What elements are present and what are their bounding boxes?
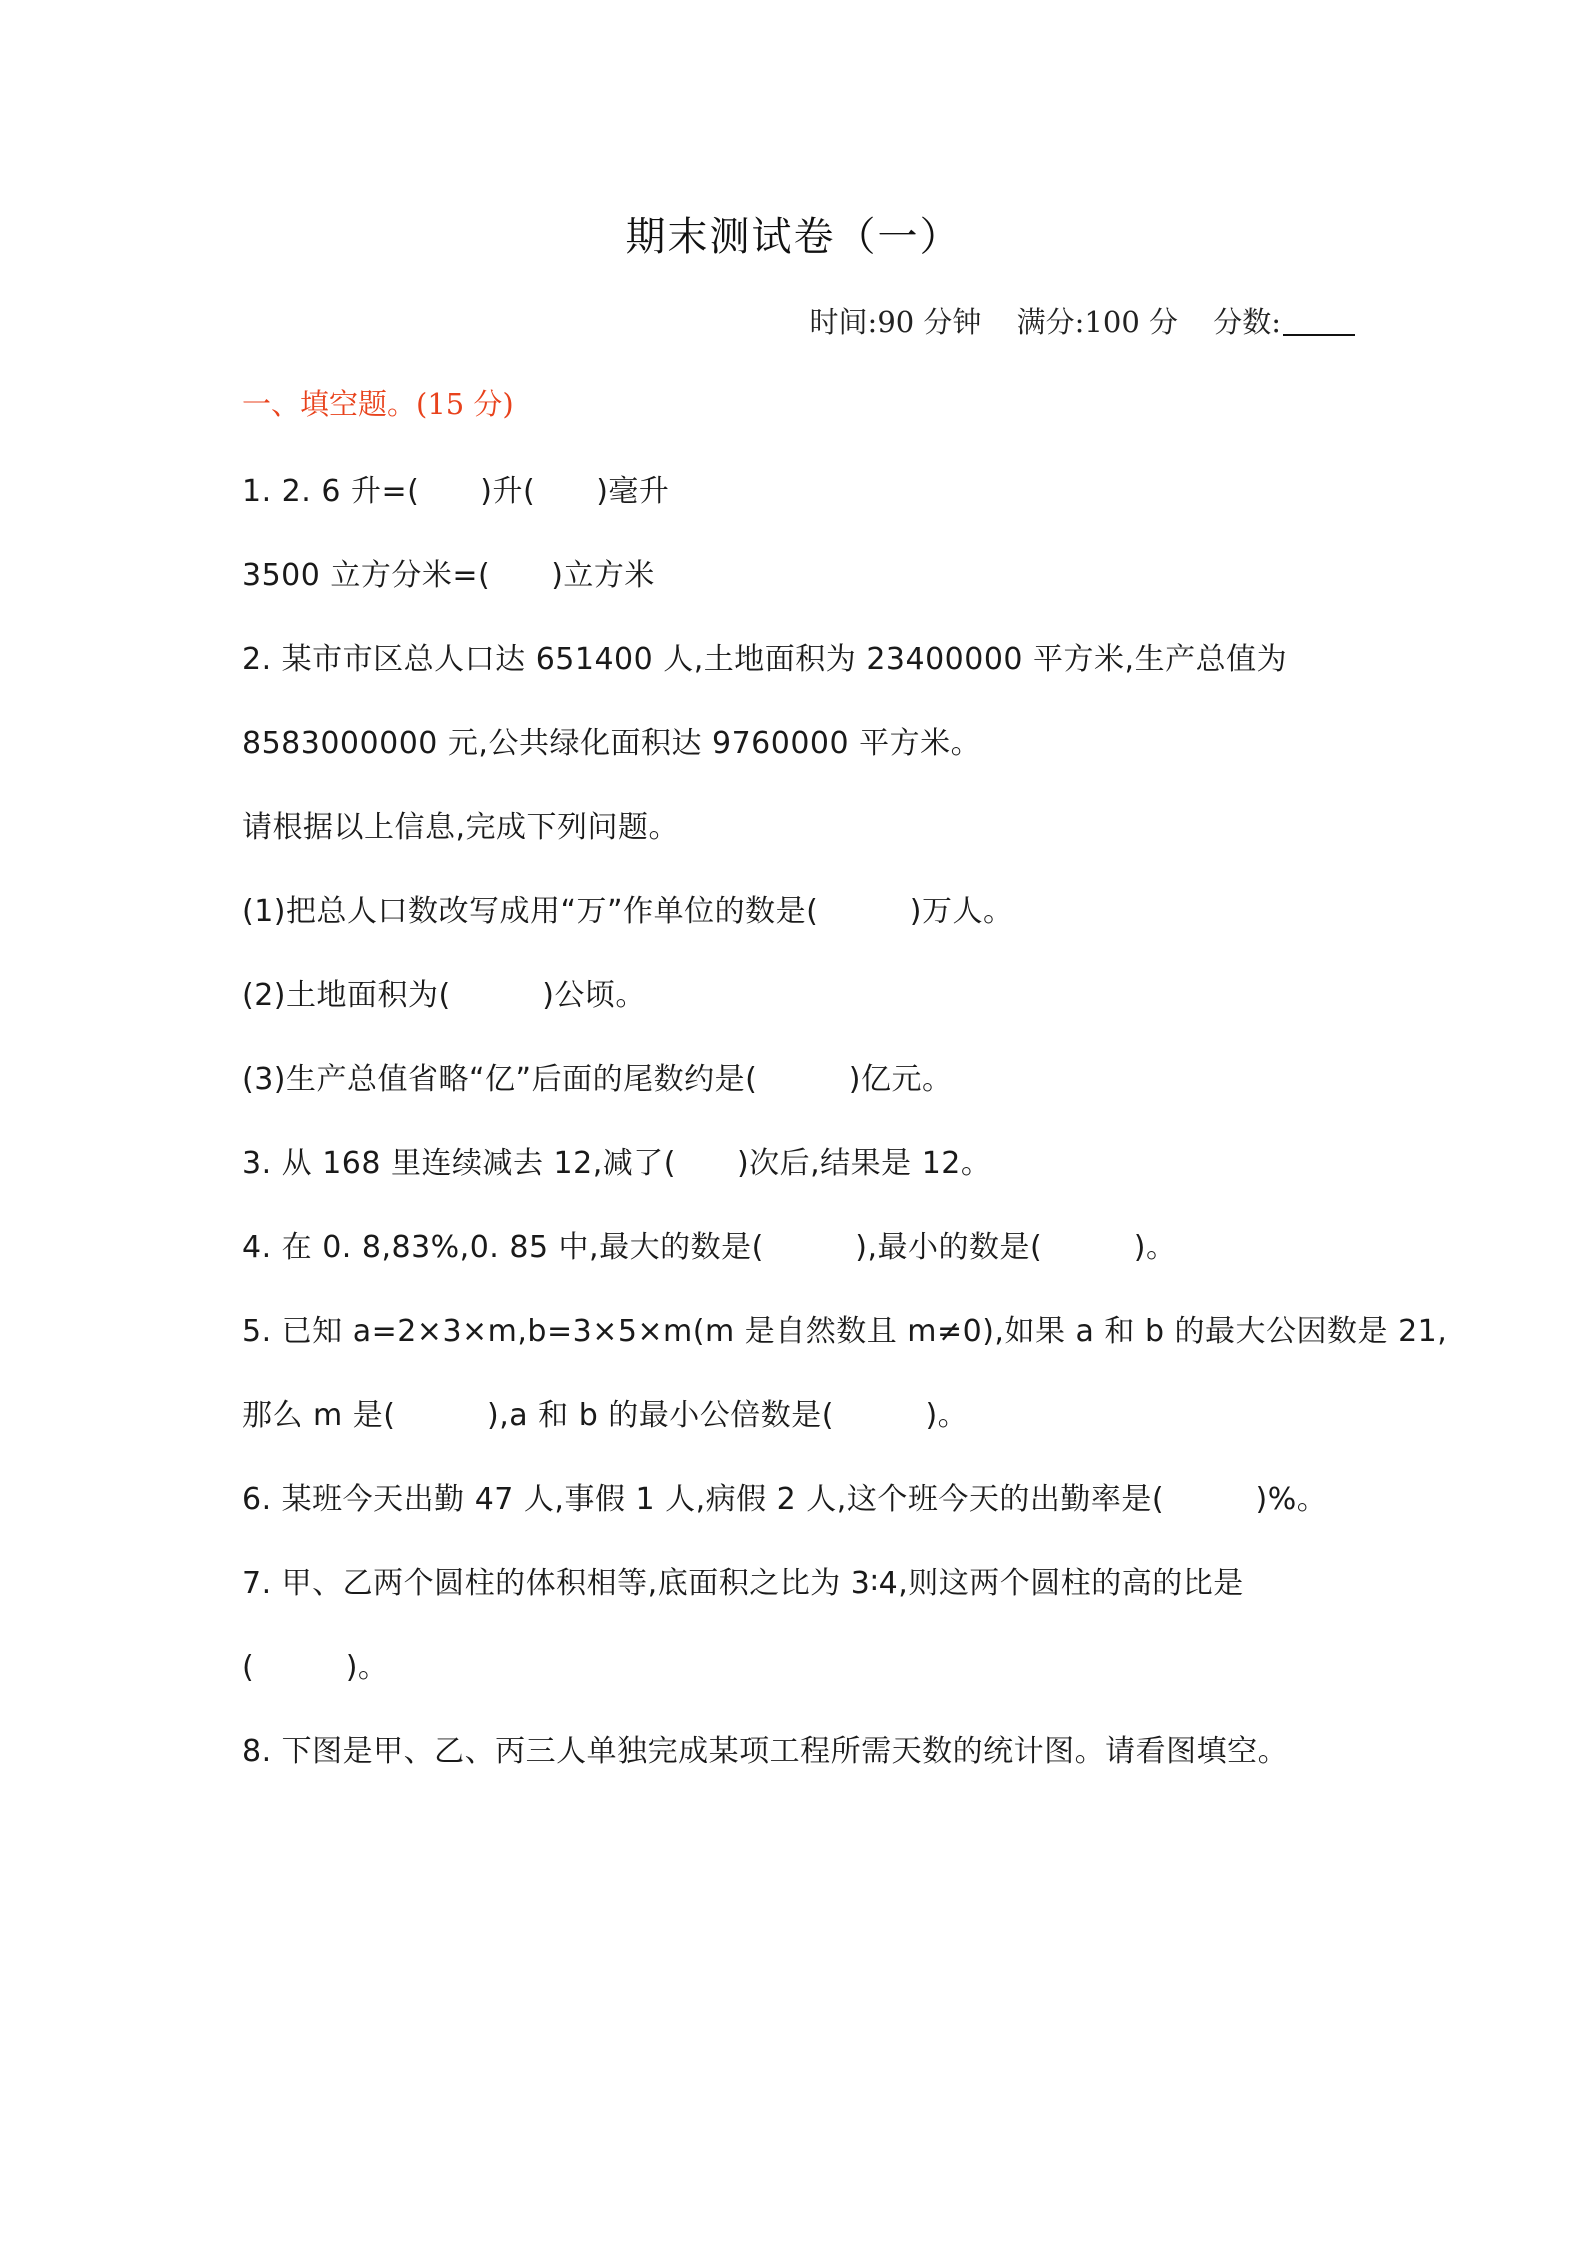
question-line: (3)生产总值省略“亿”后面的尾数约是( )亿元。 — [242, 1062, 953, 1097]
question-line: 3. 从 168 里连续减去 12,减了( )次后,结果是 12。 — [242, 1146, 992, 1181]
question-line: 8583000000 元,公共绿化面积达 9760000 平方米。 — [242, 726, 982, 761]
page-title: 期末测试卷（一） — [625, 214, 962, 260]
question-line: 4. 在 0. 8,83%,0. 85 中,最大的数是( ),最小的数是( )。 — [242, 1230, 1177, 1265]
full-score: 满分:100 分 — [1016, 305, 1178, 339]
score-label: 分数: — [1213, 305, 1281, 339]
exam-meta — [810, 300, 1355, 341]
section-heading-fill-in: 一、填空题。(15 分) — [242, 387, 514, 421]
score-blank[interactable] — [1283, 306, 1355, 336]
question-line: 3500 立方分米=( )立方米 — [242, 558, 655, 593]
question-line: 7. 甲、乙两个圆柱的体积相等,底面积之比为 3∶4,则这两个圆柱的高的比是 — [242, 1566, 1244, 1601]
question-line: (2)土地面积为( )公顷。 — [242, 978, 646, 1013]
question-line: 5. 已知 a=2×3×m,b=3×5×m(m 是自然数且 m≠0),如果 a 和 b 的最大公因数是 21, — [242, 1314, 1448, 1349]
time-limit: 时间:90 分钟 — [809, 305, 982, 339]
question-line: 6. 某班今天出勤 47 人,事假 1 人,病假 2 人,这个班今天的出勤率是( )%。 — [242, 1482, 1328, 1517]
question-line: 2. 某市市区总人口达 651400 人,土地面积为 23400000 平方米,生产总值为 — [242, 642, 1288, 677]
question-line: 请根据以上信息,完成下列问题。 — [242, 810, 680, 845]
question-line: ( )。 — [242, 1650, 389, 1685]
question-line: 1. 2. 6 升=( )升( )毫升 — [242, 474, 670, 509]
question-line: 8. 下图是甲、乙、丙三人单独完成某项工程所需天数的统计图。请看图填空。 — [242, 1734, 1289, 1769]
question-line: (1)把总人口数改写成用“万”作单位的数是( )万人。 — [242, 894, 1014, 929]
score-field — [1213, 305, 1355, 339]
question-line: 那么 m 是( ),a 和 b 的最小公倍数是( )。 — [242, 1398, 969, 1433]
